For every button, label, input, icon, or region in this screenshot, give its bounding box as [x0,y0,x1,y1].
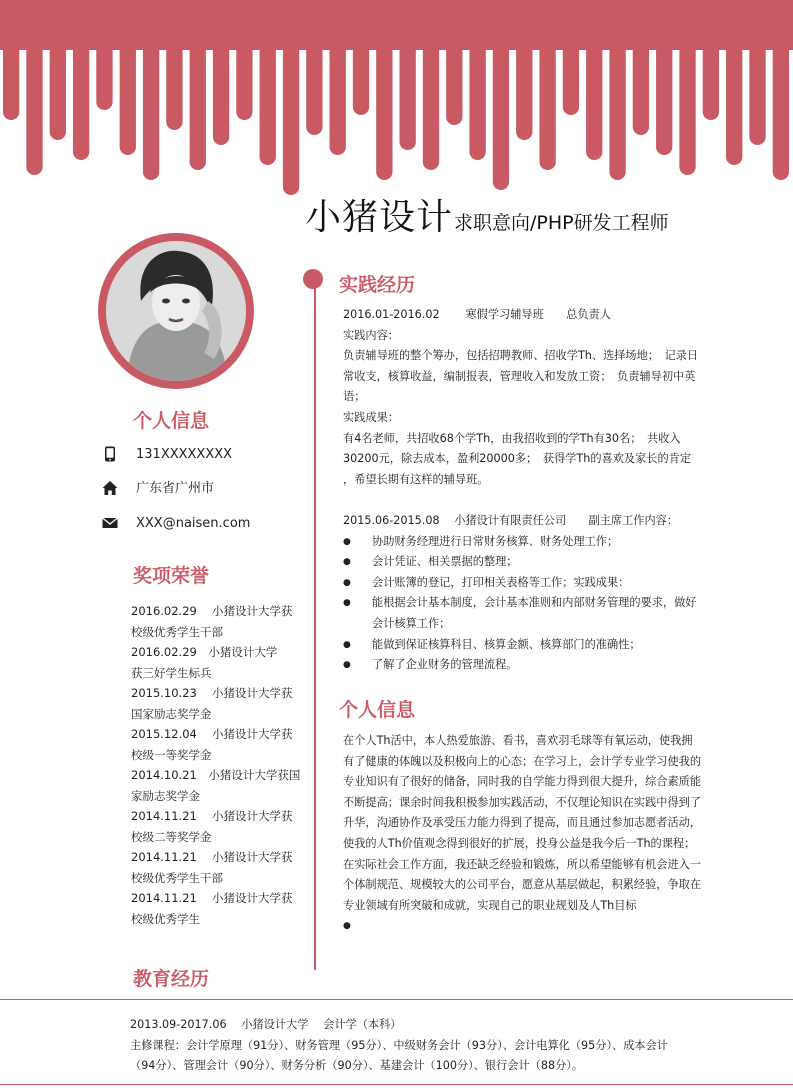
portrait-photo-icon [106,241,246,381]
practice-job-2 [343,511,728,676]
self-eval-line: 在实际社会工作方面，我还缺乏经验和锻炼，所以希望能够有机会进入一 [343,857,702,871]
award-line: 2014.11.21 小猪设计大学获 [131,891,293,905]
drip-stripe [773,20,789,180]
self-eval-title: 个人信息 [339,699,416,721]
drip-stripe [330,20,346,155]
empty-bullet [343,916,728,937]
self-eval-line: 在个人Th活中，本人热爱旅游、看书，喜欢羽毛球等有氧运动，使我拥 [343,734,693,747]
self-eval-line: 不断提高；课余时间我积极参加实践活动，不仅理论知识在实践中得到了 [343,795,702,809]
job-2-bullet: ● 协助财务经理进行日常财务核算、财务处理工作； [343,532,728,553]
education-body [130,1015,750,1077]
phone-number: 131XXXXXXXX [136,447,233,462]
job-1-line: 常收支，核算收益，编制报表，管理收入和发放工资； 负责辅导初中英 [343,369,696,383]
award-line: 校级优秀学生干部 [131,624,223,639]
job-2-bullet: ● 会计凭证、相关票据的整理； [343,552,728,573]
self-eval-line: 升华，沟通协作及承受压力能力得到了提高，而且通过参加志愿者活动， [343,816,702,830]
self-eval-body [343,731,728,937]
job-1-line: 实践内容： [343,328,399,342]
job-1-line: 有4名老师，共招收68个学Th，由我招收到的学Th有30名； 共收入 [343,431,681,445]
timeline-line [314,283,316,970]
award-line: 校级二等奖学金 [131,829,212,844]
header-band [0,0,793,50]
job-2-bullet: ● 能做到保证核算科目、核算金额、核算部门的准确性； [343,635,728,656]
job-2-bullet: ● 了解了企业财务的管理流程。 [343,655,728,676]
avatar [106,241,246,381]
award-line: 2015.12.04 小猪设计大学获 [131,727,293,741]
drip-stripe [120,20,136,155]
drip-stripe [446,20,462,125]
drip-stripe [283,20,299,195]
job-1-line: 负责辅导班的整个筹办，包括招聘教师、招收学Th、选择场地； 记录日 [343,349,699,363]
award-item [131,806,301,847]
drip-stripe [306,20,322,135]
email: XXX@naisen.com [136,516,251,531]
self-eval-line: 使我的人Th价值观念得到很好的扩展，投身公益是我今后一Th的课程； [343,836,696,850]
self-eval-line: 专业知识有了很好的储备，同时我的自学能力得到很大提升，综合素质能 [343,775,702,789]
awards-list [131,601,301,929]
drip-stripe [353,20,369,115]
award-line: 获三好学生标兵 [131,665,212,680]
job-1-line: 30200元，除去成本，盈利20000多； 获得学Th的喜欢及家长的肯定 [343,452,692,466]
job-2-heading: 2015.06-2015.08 小猪设计有限责任公司 副主席工作内容： [343,514,679,527]
practice-title: 实践经历 [339,274,416,296]
drip-stripe [236,20,252,120]
education-title: 教育经历 [133,968,210,990]
drip-stripe [679,20,695,175]
drip-stripe [609,20,625,180]
job-2-bullet: 会计核算工作； [372,616,451,630]
job-1-line: ，希望长期有这样的辅导班。 [343,472,489,486]
job-intent: 求职意向/PHP研发工程师 [454,212,669,234]
award-line: 2014.11.21 小猪设计大学获 [131,809,293,823]
drip-stripe [143,20,159,180]
drip-stripe [656,20,672,155]
drip-stripe [726,20,742,165]
education-bottom-rule [0,1084,793,1085]
dripping-header-decoration [0,0,793,200]
job-2-bullet: ● 会计账簿的登记，打印相关表格等工作；实践成果： [343,573,728,594]
drip-stripe [493,20,509,190]
drip-stripe [213,20,229,145]
home-icon [102,480,118,496]
drip-stripe [3,20,19,120]
drip-stripe [400,20,416,150]
phone-icon [102,446,118,462]
award-line: 2016.02.29 小猪设计大学获 [131,604,293,618]
award-line: 2014.10.21 小猪设计大学获国 [131,768,301,782]
drip-stripe [749,20,765,145]
awards-title: 奖项荣誉 [133,565,210,587]
self-eval-line: 个体制规范、规模较大的公司平台，愿意从基层做起，积累经验，争取在 [343,878,702,892]
job-1-line: 语； [343,390,366,404]
mail-icon [102,515,118,531]
address: 广东省广州市 [136,481,215,496]
drip-stripe [563,20,579,115]
timeline-dot [303,269,323,289]
drip-stripe [633,20,649,135]
drip-stripe [376,20,392,180]
drip-stripe [423,20,439,170]
education-line-3: （94分）、管理会计（90分）、财务分析（90分）、基建会计（100分）、银行会计（88分）。 [130,1059,584,1072]
award-line: 2015.10.23 小猪设计大学获 [131,686,293,700]
award-item [131,683,301,724]
drip-stripe [586,20,602,160]
drip-stripe [469,20,485,160]
award-line: 2016.02.29 小猪设计大学 [131,645,278,659]
award-item [131,601,301,642]
drip-stripe [703,20,719,120]
drip-stripe [516,20,532,140]
self-eval-line: 专业领域有所突破和成就，实现自己的职业规划及人Th目标 [343,898,637,912]
award-line: 校级一等奖学金 [131,747,212,762]
drip-stripe [73,20,89,160]
self-eval-line: 有了健康的体魄以及积极向上的心态；在学习上，会计学专业学习使我的 [343,754,702,768]
drip-stripe [190,20,206,170]
award-item [131,847,301,888]
award-line: 家励志奖学金 [131,788,200,803]
award-line: 2014.11.21 小猪设计大学获 [131,850,293,864]
award-line: 国家励志奖学金 [131,706,212,721]
education-line-2: 主修课程：会计学原理（91分）、财务管理（95分）、中级财务会计（93分）、会计电算化（95分）、成本会计 [130,1038,668,1052]
candidate-name: 小猪设计 [305,197,454,238]
personal-info-title: 个人信息 [133,410,210,432]
drip-stripe [166,20,182,130]
award-item [131,888,301,929]
education-top-rule [0,999,793,1000]
drip-stripe [260,20,276,165]
award-item [131,724,301,765]
award-line: 校级优秀学生 [131,911,200,926]
drip-stripe [539,20,555,170]
job-1-line: 实践成果： [343,410,399,424]
practice-job-1 [343,305,728,490]
award-item [131,642,301,683]
drip-stripe [96,20,112,110]
award-line: 校级优秀学生干部 [131,870,223,885]
education-line-1: 2013.09-2017.06 小猪设计大学 会计学（本科） [130,1018,402,1031]
job-1-heading: 2016.01-2016.02 寒假学习辅导班 总负责人 [343,308,611,321]
drip-stripe [26,20,42,175]
job-2-bullet: ● 能根据会计基本制度，会计基本准则和内部财务管理的要求，做好 [343,593,728,614]
award-item [131,765,301,806]
drip-stripe [50,20,66,140]
